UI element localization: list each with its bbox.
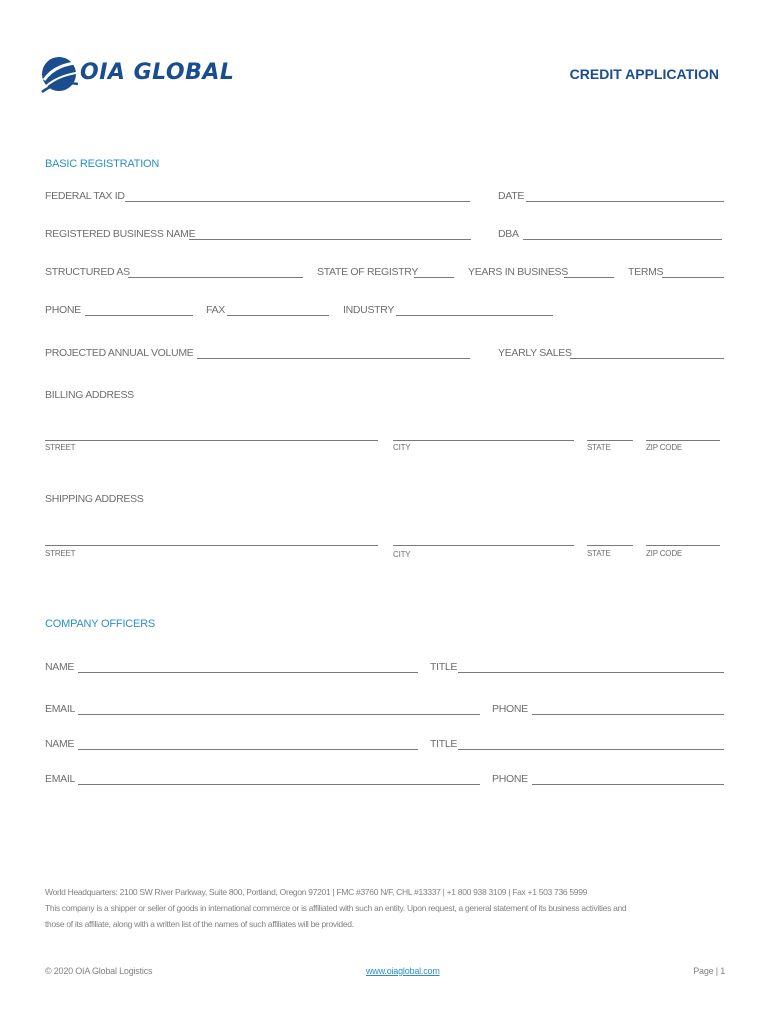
officer-2-phone-field[interactable]	[532, 784, 724, 785]
fax-field[interactable]	[227, 315, 329, 316]
section-company-officers: COMPANY OFFICERS	[45, 618, 156, 630]
billing-address-label: BILLING ADDRESS	[45, 389, 134, 401]
logo-wordmark: OIA GLOBAL	[80, 60, 235, 85]
page-title: CREDIT APPLICATION	[569, 66, 719, 82]
officer-1-phone-field[interactable]	[532, 714, 724, 715]
section-basic-registration: BASIC REGISTRATION	[45, 158, 160, 170]
officer-1-name-field[interactable]	[78, 672, 418, 673]
billing-street-field[interactable]	[45, 440, 378, 441]
officer-2-title-field[interactable]	[458, 749, 724, 750]
billing-city-caption: CITY	[393, 443, 411, 452]
phone-field[interactable]	[85, 315, 193, 316]
years-in-business-label: YEARS IN BUSINESS	[468, 266, 568, 278]
years-in-business-field[interactable]	[564, 277, 614, 278]
registered-name-label: REGISTERED BUSINESS NAME	[45, 228, 196, 240]
shipping-zip-caption: ZIP CODE	[646, 549, 683, 558]
officer-2-title-label: TITLE	[430, 738, 458, 750]
phone-label: PHONE	[45, 304, 81, 316]
projected-volume-field[interactable]	[197, 358, 470, 359]
industry-field[interactable]	[396, 315, 553, 316]
officer-2-name-label: NAME	[45, 738, 75, 750]
structured-as-label: STRUCTURED AS	[45, 266, 130, 278]
officer-1-phone-label: PHONE	[492, 703, 528, 715]
shipping-address-label: SHIPPING ADDRESS	[45, 493, 144, 505]
officer-2-name-field[interactable]	[78, 749, 418, 750]
fax-label: FAX	[206, 304, 225, 316]
billing-zip-field[interactable]	[646, 440, 720, 441]
projected-volume-label: PROJECTED ANNUAL VOLUME	[45, 347, 194, 359]
yearly-sales-label: YEARLY SALES	[498, 347, 572, 359]
registered-name-field[interactable]	[189, 239, 471, 240]
officer-1-name-label: NAME	[45, 661, 75, 673]
dba-field[interactable]	[523, 239, 722, 240]
date-label: DATE	[498, 190, 525, 202]
shipping-street-caption: STREET	[45, 549, 76, 558]
officer-2-email-label: EMAIL	[45, 773, 76, 785]
officer-1-email-field[interactable]	[78, 714, 480, 715]
billing-street-caption: STREET	[45, 443, 76, 452]
billing-state-caption: STATE	[587, 443, 611, 452]
officer-1-title-label: TITLE	[430, 661, 458, 673]
terms-label: TERMS	[628, 266, 664, 278]
date-field[interactable]	[526, 201, 724, 202]
shipping-zip-field[interactable]	[646, 545, 720, 546]
shipping-state-field[interactable]	[587, 545, 633, 546]
dba-label: DBA	[498, 228, 519, 240]
state-of-registry-field[interactable]	[414, 277, 454, 278]
state-of-registry-label: STATE OF REGISTRY	[317, 266, 419, 278]
oia-global-logo	[40, 54, 82, 94]
footer-disclaimer-line-1: This company is a shipper or seller of goods in international commerce or is affiliated with such an entity. Upon request, a general statement of its business activities and	[45, 903, 627, 913]
federal-tax-id-label: FEDERAL TAX ID	[45, 190, 125, 202]
billing-zip-caption: ZIP CODE	[646, 443, 683, 452]
shipping-street-field[interactable]	[45, 545, 378, 546]
shipping-city-field[interactable]	[393, 545, 574, 546]
footer-disclaimer-line-2: those of its affiliate, along with a written list of the names of such affiliates will be provided.	[45, 919, 354, 929]
officer-2-email-field[interactable]	[78, 784, 480, 785]
industry-label: INDUSTRY	[343, 304, 395, 316]
footer-headquarters: World Headquarters: 2100 SW River Parkway, Suite 800, Portland, Oregon 97201 | FMC #3760 N/F, CHL #13337 | +1 800 938 3109 | Fax +1 503 736 5999	[45, 887, 588, 897]
shipping-city-caption: CITY	[393, 550, 411, 559]
federal-tax-id-field[interactable]	[125, 201, 470, 202]
structured-as-field[interactable]	[128, 277, 303, 278]
footer-website-link[interactable]: www.oiaglobal.com	[366, 966, 440, 976]
officer-2-phone-label: PHONE	[492, 773, 528, 785]
footer-page-number: Page | 1	[693, 966, 725, 976]
yearly-sales-field[interactable]	[570, 358, 724, 359]
terms-field[interactable]	[662, 277, 724, 278]
footer-copyright: © 2020 OIA Global Logistics	[45, 966, 153, 976]
officer-1-title-field[interactable]	[458, 672, 724, 673]
billing-city-field[interactable]	[393, 440, 574, 441]
officer-1-email-label: EMAIL	[45, 703, 76, 715]
shipping-state-caption: STATE	[587, 549, 611, 558]
billing-state-field[interactable]	[587, 440, 633, 441]
